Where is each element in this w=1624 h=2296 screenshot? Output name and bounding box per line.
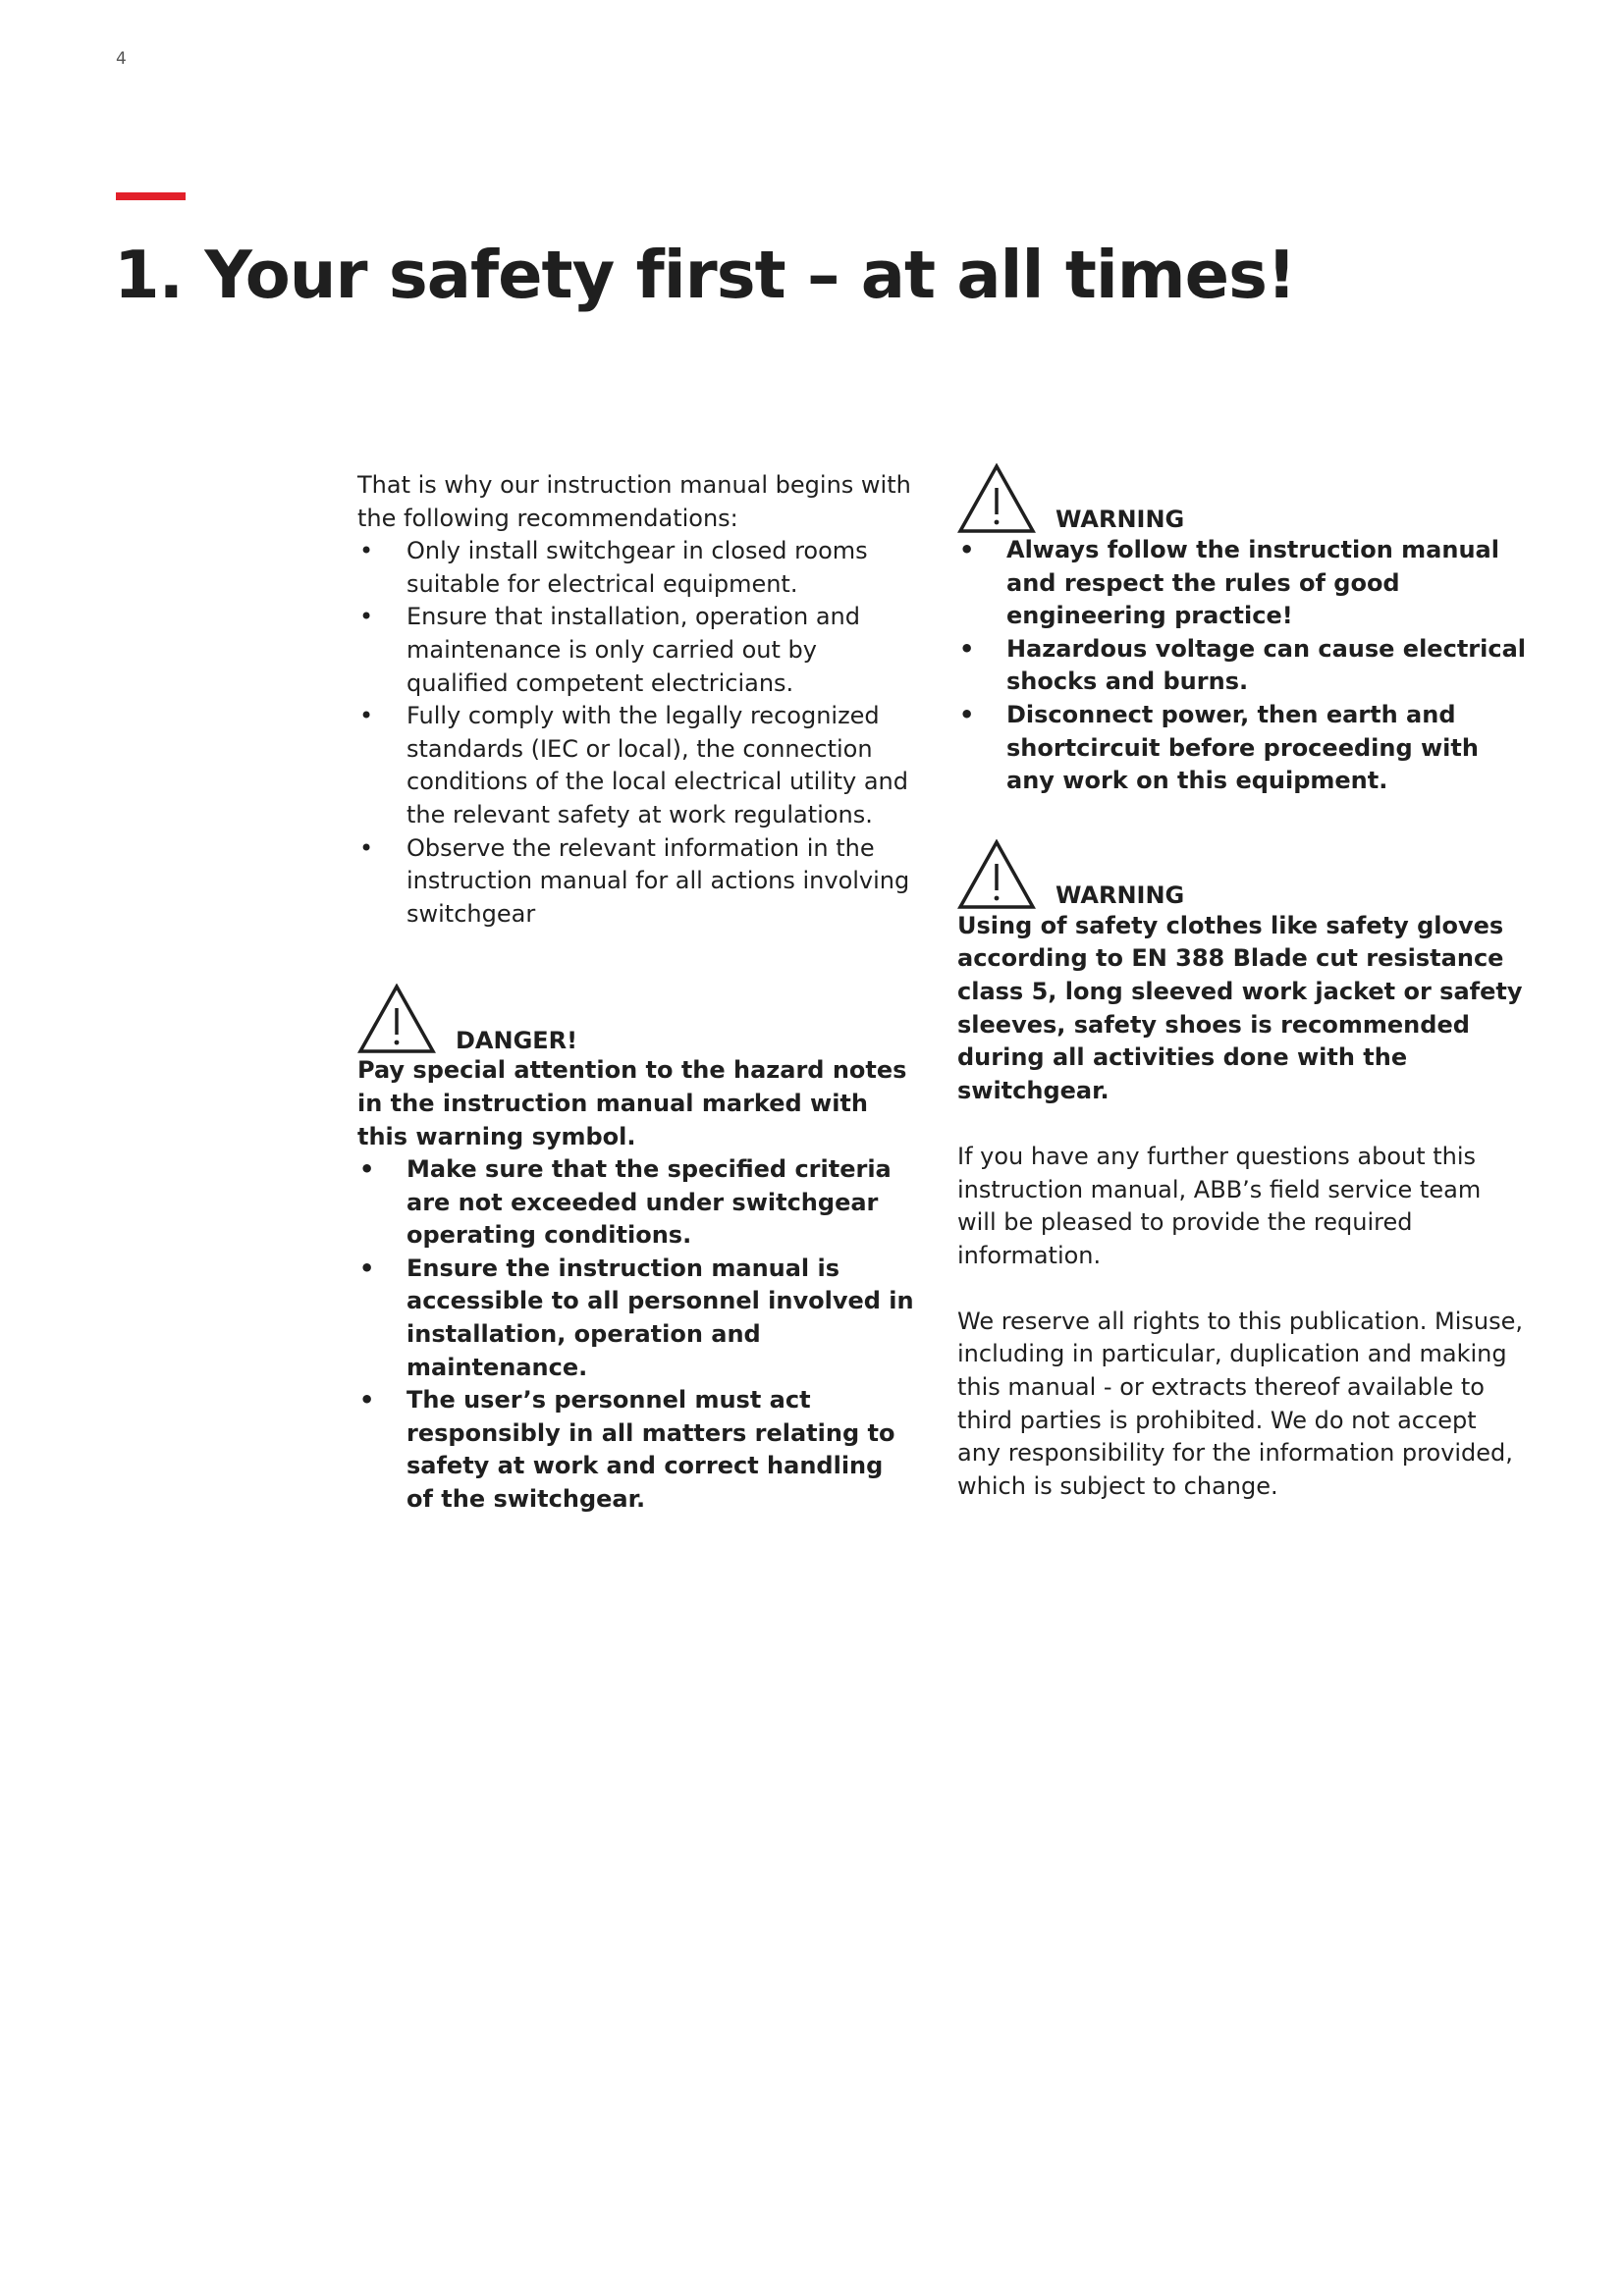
questions-text: If you have any further questions about this instruction manual, ABB’s field service team will be pleased to provide the required information. [957,1142,1482,1269]
warning-header-1 [957,461,1527,534]
warning-text: Using of safety clothes like safety gloves according to EN 388 Blade cut resistance class 5, long sleeved work jacket or safety sleeves, safety shoes is recommended during all activities done with the switchgear. [957,911,1523,1104]
warning-label: WARNING [1056,506,1185,534]
list-item: • Hazardous voltage can cause electrical shocks and burns. [957,633,1527,699]
list-item: • Ensure that installation, operation and maintenance is only carried out by qualified competent electricians. [357,601,917,700]
warning-label: WARNING [1056,881,1185,910]
page-title: 1. Your safety first – at all times! [114,237,1296,313]
list-item: • The user’s personnel must act responsibly in all matters relating to safety at work and correct handling of the switchgear. [357,1384,917,1516]
danger-text: Pay special attention to the hazard notes in the instruction manual marked with this warning symbol. [357,1056,907,1150]
danger-list [357,1153,917,1517]
accent-bar [116,192,186,200]
left-column [357,469,917,1517]
list-item: • Observe the relevant information in the instruction manual for all actions involving switchgear [357,832,917,932]
rights-text: We reserve all rights to this publication. Misuse, including in particular, duplication and making this manual - or extracts thereof available to third parties is prohibited. We do not accept any responsibility for the information provided, which is subject to change. [957,1307,1524,1500]
list-item: • Only install switchgear in closed rooms suitable for electrical equipment. [357,535,917,601]
warning-triangle-icon [357,984,436,1054]
page-number: 4 [116,49,127,69]
list-item: • Make sure that the specified criteria are not exceeded under switchgear operating conditions. [357,1153,917,1253]
intro-text: That is why our instruction manual begins with the following recommendations: [357,471,911,532]
warning-triangle-icon [957,839,1036,910]
warning-list [957,534,1527,798]
list-item: • Fully comply with the legally recognized standards (IEC or local), the connection conditions of the local electrical utility and the relevant safety at work regulations. [357,700,917,831]
list-item: • Ensure the instruction manual is accessible to all personnel involved in installation, operation and maintenance. [357,1253,917,1384]
warning-triangle-icon [957,463,1036,534]
warning-header-2 [957,837,1527,910]
list-item: • Always follow the instruction manual and respect the rules of good engineering practice! [957,534,1527,633]
recommendations-list [357,535,917,931]
list-item: • Disconnect power, then earth and shortcircuit before proceeding with any work on this equipment. [957,699,1527,798]
danger-header [357,982,917,1054]
right-column [957,461,1527,1503]
danger-label: DANGER! [456,1026,578,1054]
